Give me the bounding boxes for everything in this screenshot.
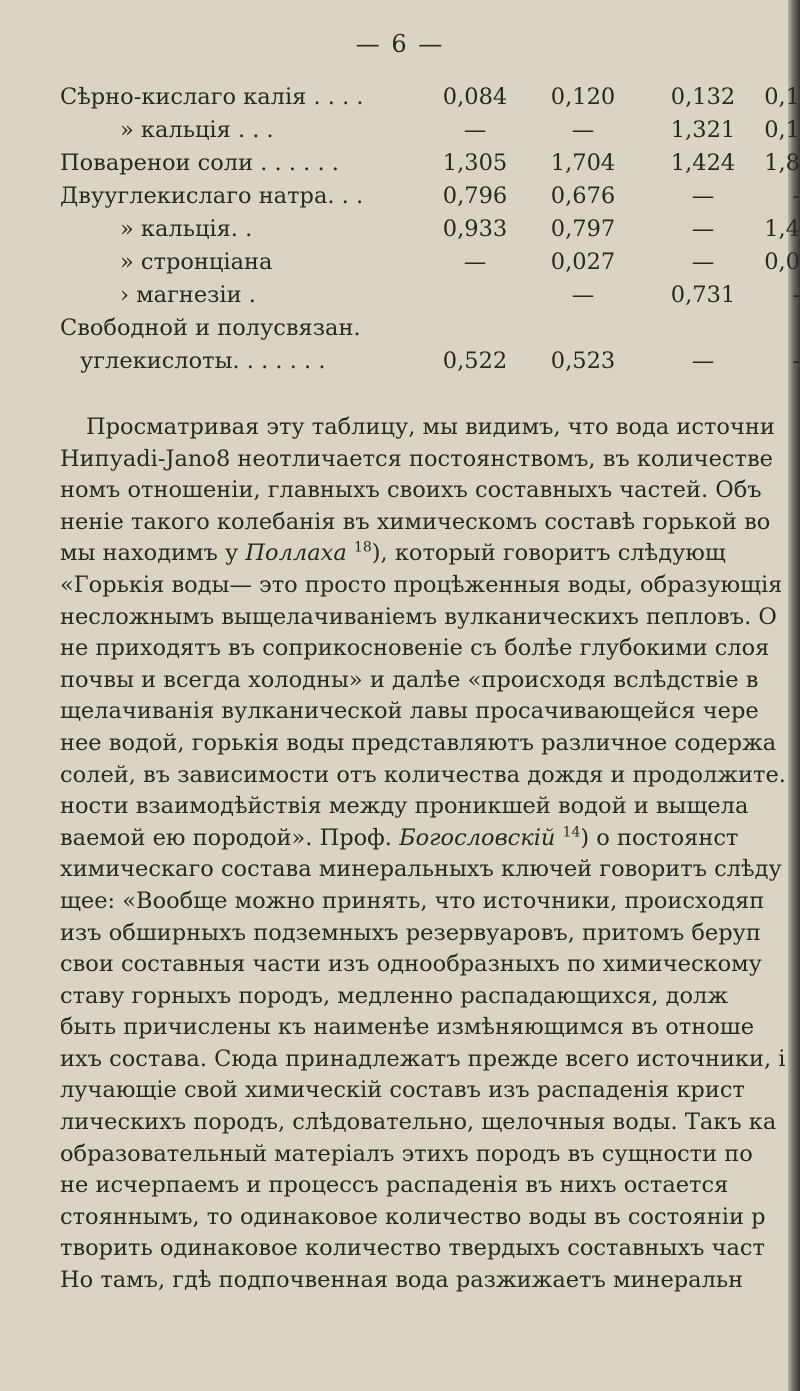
footnote-ref: 18 — [353, 539, 372, 556]
text-line: номъ отношеніи, главныхъ своихъ составныхъ частей. Объ — [60, 477, 762, 504]
author-name: Поллаха — [245, 540, 347, 567]
row-label: Сѣрно-кислаго калія . . . . — [60, 84, 364, 110]
cell: — — [691, 183, 715, 209]
table-row — [60, 183, 800, 217]
text-line: образовательный матеріалъ этихъ породъ въ сущности по — [60, 1140, 753, 1167]
table-row — [60, 249, 800, 283]
cell: 1,321 — [670, 117, 736, 143]
cell: — — [691, 348, 715, 374]
table-row — [60, 315, 800, 349]
cell: 1,704 — [550, 150, 616, 176]
cell: — — [691, 249, 715, 275]
cell: 0,1 — [764, 84, 800, 110]
cell: 0,523 — [550, 348, 616, 374]
footnote-ref: 14 — [562, 824, 581, 841]
text-line: ставу горныхъ породъ, медленно распадающихся, долж — [60, 982, 729, 1009]
text-line: солей, въ зависимости отъ количества дождя и продолжите. — [60, 761, 786, 788]
cell: 0,676 — [550, 183, 616, 209]
cell: 1,8 — [764, 150, 800, 176]
text-line: неніе такого колебанія въ химическомъ составѣ горькой во — [60, 508, 771, 535]
text-line: Нипуаdi-Jano8 неотличается постоянствомъ, въ количестве — [60, 445, 773, 472]
table-row — [60, 348, 800, 382]
text-line: не исчерпаемъ и процессъ распаденія въ нихъ остается — [60, 1172, 729, 1199]
cell: - — [792, 282, 800, 308]
cell: 0,796 — [442, 183, 508, 209]
cell: — — [463, 249, 487, 275]
cell: 0,522 — [442, 348, 508, 374]
text-line: несложнымъ выщелачиваніемъ вулканическихъ пепловъ. О — [60, 603, 777, 630]
cell: 0,731 — [670, 282, 736, 308]
row-label: Свободной и полусвязан. — [60, 315, 361, 341]
row-label: › магнезіи . — [120, 282, 256, 308]
text-span: мы находимъ у — [60, 540, 246, 567]
cell: 0,797 — [550, 216, 616, 242]
text-line: Просматривая эту таблицу, мы видимъ, что вода источни — [86, 414, 775, 440]
table-row — [60, 150, 800, 184]
text-line: щее: «Вообще можно принять, что источники, происходяп — [60, 887, 765, 914]
table-row — [60, 282, 800, 316]
row-label: Поваренои соли . . . . . . — [60, 150, 339, 176]
text-span: ), который говоритъ слѣдующ — [371, 540, 726, 567]
cell: — — [691, 216, 715, 242]
text-line: ности взаимодѣйствія между проникшей водой и выщела — [60, 793, 749, 820]
row-label: Двууглекислаго натра. . . — [60, 183, 364, 209]
text-line — [60, 538, 800, 570]
row-label: » стронціана — [120, 249, 273, 275]
body-paragraph — [60, 412, 800, 1297]
text-line: стояннымъ, то одинаковое количество воды въ состояніи р — [60, 1203, 766, 1230]
text-line: нее водой, горькія воды представляютъ различное содержа — [60, 729, 777, 756]
cell: 0,027 — [550, 249, 616, 275]
table-row — [60, 117, 800, 151]
cell: - — [792, 348, 800, 374]
text-line — [60, 823, 800, 855]
row-label: » кальція. . — [120, 216, 253, 242]
cell: — — [463, 117, 487, 143]
cell: 0,132 — [670, 84, 736, 110]
text-line: творить одинаковое количество твердыхъ составныхъ част — [60, 1235, 765, 1262]
cell: 1,424 — [670, 150, 736, 176]
page-number: — 6 — — [355, 30, 445, 58]
text-line: щелачиванія вулканической лавы просачивающейся чере — [60, 698, 759, 725]
cell: 0,1 — [764, 117, 800, 143]
row-label: углекислоты. . . . . . . — [80, 348, 326, 374]
text-line: Но тамъ, гдѣ подпочвенная вода разжижаетъ минеральн — [60, 1267, 744, 1294]
text-span: ваемой ею породой». Проф. — [60, 824, 400, 851]
cell: 0,084 — [442, 84, 508, 110]
text-line: химическаго состава минеральныхъ ключей говоритъ слѣду — [60, 856, 782, 883]
cell: - — [792, 183, 800, 209]
text-line: почвы и всегда холодны» и далѣе «происходя вслѣдствіе в — [60, 666, 759, 693]
text-line: ихъ состава. Сюда принадлежатъ прежде всего источники, i — [60, 1045, 786, 1072]
text-line: изъ обширныхъ подземныхъ резервуаровъ, притомъ беруп — [60, 919, 761, 946]
cell: 1,4 — [764, 216, 800, 242]
cell: 0,933 — [442, 216, 508, 242]
text-line: быть причислены къ наименѣе измѣняющимся въ отноше — [60, 1014, 755, 1041]
text-line: «Горькія воды— это просто процѣженныя воды, образующія — [60, 571, 783, 598]
cell: 0,120 — [550, 84, 616, 110]
cell: 0,0 — [764, 249, 800, 275]
author-name: Богословскій — [399, 824, 556, 851]
composition-table — [60, 84, 800, 384]
text-line: не приходятъ въ соприкосновеніе съ болѣе глубокими слоя — [60, 635, 770, 662]
row-label: » кальція . . . — [120, 117, 274, 143]
text-line: лучающіе свой химическій составъ изъ распаденія крист — [60, 1077, 745, 1104]
cell: 1,305 — [442, 150, 508, 176]
text-line: лическихъ породъ, слѣдовательно, щелочныя воды. Такъ ка — [60, 1109, 777, 1136]
cell: — — [571, 282, 595, 308]
table-row — [60, 84, 800, 118]
text-span: ) о постоянст — [580, 824, 739, 851]
text-line: свои составныя части изъ однообразныхъ по химическому — [60, 951, 762, 978]
table-row — [60, 216, 800, 250]
cell: — — [571, 117, 595, 143]
